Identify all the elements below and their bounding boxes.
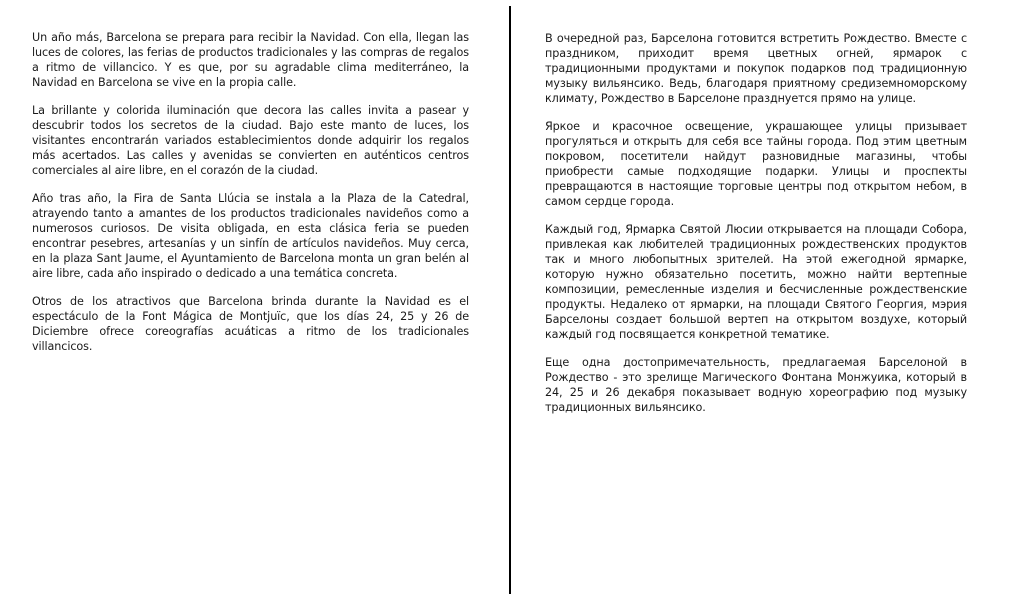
spanish-paragraph-2: La brillante y colorida iluminación que decora las calles invita a pasear y descubrir todos los secretos de la ciudad. Bajo este manto de luces, los visitantes encontrarán variados establecimientos donde adquirir los regalos más acertados. Las calles y avenidas se convierten en auténticos centros comerciales al aire libre, en el corazón de la ciudad. bbox=[32, 104, 469, 177]
column-divider bbox=[509, 6, 511, 594]
spanish-paragraph-1: Un año más, Barcelona se prepara para recibir la Navidad. Con ella, llegan las luces de colores, las ferias de productos tradicionales y las compras de regalos a ritmo de villancico. Y es que, por su agradable clima mediterráneo, la Navidad en Barcelona se vive en la propia calle. bbox=[32, 31, 469, 89]
russian-paragraph-4: Еще одна достопримечательность, предлагаемая Барселоной в Рождество - это зрелище Магического Фонтана Монжуика, который в 24, 25 и 26 декабря показывает водную хореографию под музыку традиционных вильянсико. bbox=[545, 356, 967, 414]
russian-paragraph-1: В очередной раз, Барселона готовится встретить Рождество. Вместе с праздником, приходит время цветных огней, ярмарок с традиционными продуктами и покупок подарков под традиционную музыку вильянсико. Ведь, благодаря приятному средиземноморскому климату, Рождество в Барселоне празднуется прямо на улице. bbox=[545, 32, 967, 105]
spanish-text-column bbox=[32, 30, 469, 367]
spanish-paragraph-3: Año tras año, la Fira de Santa Llúcia se instala a la Plaza de la Catedral, atrayendo tanto a amantes de los productos tradicionales navideños como a numerosos curiosos. De visita obligada, en esta clásica feria se pueden encontrar pesebres, artesanías y un sinfín de artículos navideños. Muy cerca, en la plaza Sant Jaume, el Ayuntamiento de Barcelona monta un gran belén al aire libre, cada año inspirado o dedicado a una temática concreta. bbox=[32, 192, 469, 280]
russian-paragraph-3: Каждый год, Ярмарка Святой Люсии открывается на площади Собора, привлекая как любителей традиционных рождественских продуктов так и много любопытных зрителей. На этой ежегодной ярмарке, которую нужно обязательно посетить, можно найти вертепные композиции, ремесленные изделия и бесчисленные рождественские продукты. Недалеко от ярмарки, на площади Святого Георгия, мэрия Барселоны создает большой вертеп на открытом воздухе, который каждый год посвящается конкретной тематике. bbox=[545, 223, 967, 341]
russian-paragraph-2: Яркое и красочное освещение, украшающее улицы призывает прогуляться и открыть для себя все тайны города. Под этим цветным покровом, посетители найдут разновидные магазины, чтобы приобрести самые подходящие подарки. Улицы и проспекты превращаются в настоящие торговые центры под открытом небом, в самом сердце города. bbox=[545, 120, 967, 208]
russian-text-column bbox=[545, 31, 967, 428]
spanish-paragraph-4: Otros de los atractivos que Barcelona brinda durante la Navidad es el espectáculo de la Font Mágica de Montjuïc, que los días 24, 25 y 26 de Diciembre ofrece coreografías acuáticas a ritmo de los tradicionales villancicos. bbox=[32, 295, 469, 353]
